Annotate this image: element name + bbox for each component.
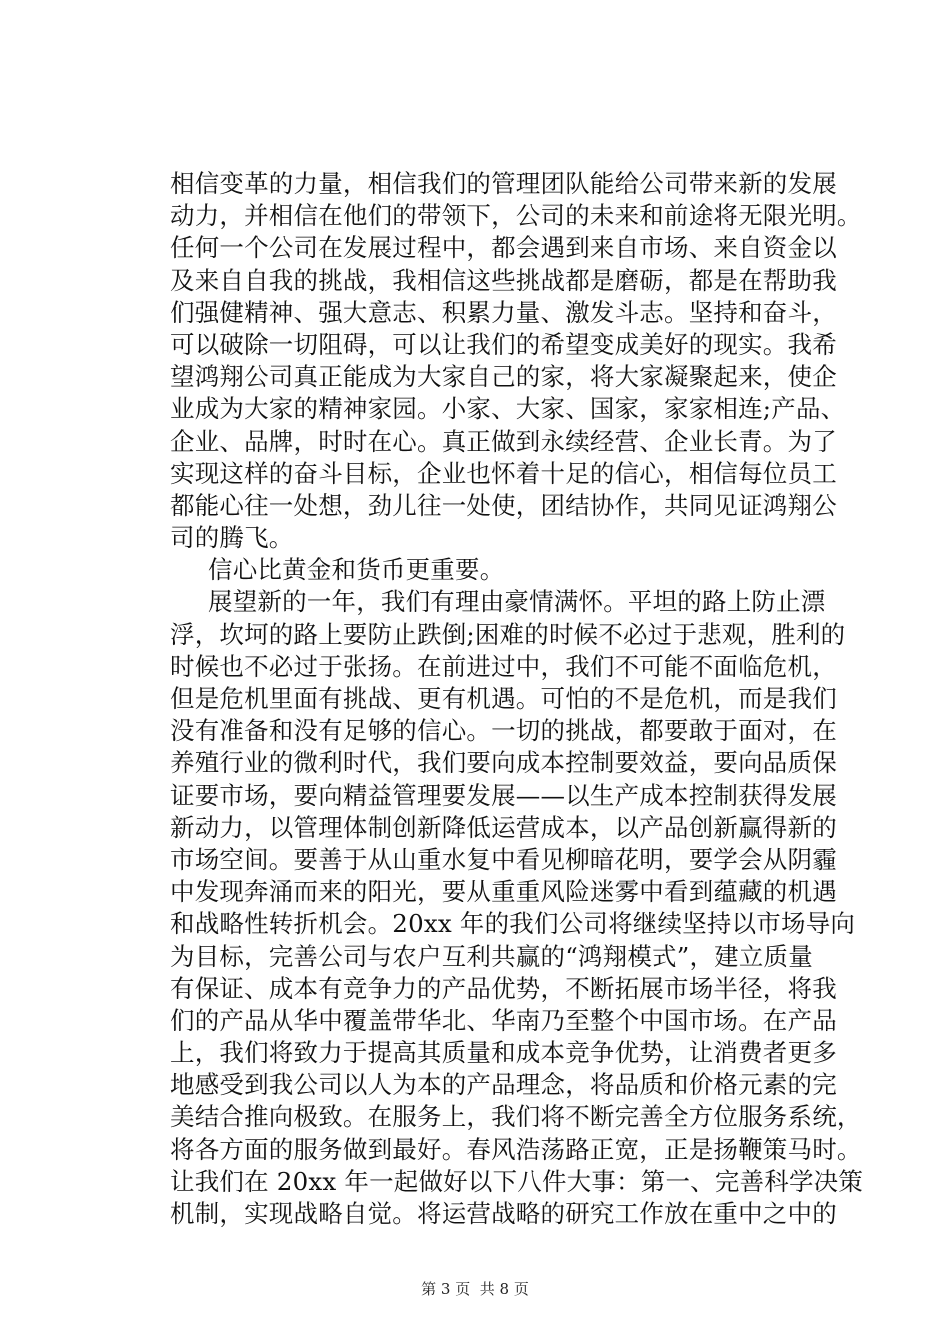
text-line: 望鸿翔公司真正能成为大家自己的家，将大家凝聚起来，使企: [170, 362, 837, 392]
document-body: [170, 168, 870, 1230]
text-line: 任何一个公司在发展过程中，都会遇到来自市场、来自资金以: [170, 233, 837, 263]
text-line: 司的腾飞。: [170, 523, 294, 553]
text-line: 市场空间。要善于从山重水复中看见柳暗花明，要学会从阴霾: [170, 844, 837, 874]
text-line: 地感受到我公司以人为本的产品理念，将品质和价格元素的完: [170, 1070, 837, 1100]
text-line: 中发现奔涌而来的阳光，要从重重风险迷雾中看到蕴藏的机遇: [170, 877, 837, 907]
text-line: 及来自自我的挑战，我相信这些挑战都是磨砺，都是在帮助我: [170, 265, 837, 295]
text-line: 没有准备和没有足够的信心。一切的挑战，都要敢于面对，在: [170, 716, 837, 746]
text-line: 和战略性转折机会。20xx 年的我们公司将继续坚持以市场导向: [170, 909, 856, 939]
text-line: 美结合推向极致。在服务上，我们将不断完善全方位服务系统，: [170, 1102, 862, 1132]
text-line: 浮，坎坷的路上要防止跌倒;困难的时候不必过于悲观，胜利的: [170, 619, 846, 649]
text-line: 为目标，完善公司与农户互利共赢的“鸿翔模式”，建立质量: [170, 941, 813, 971]
paragraph-heading-line: 信心比黄金和货币更重要。: [208, 555, 505, 585]
text-line: 让我们在 20xx 年一起做好以下八件大事：第一、完善科学决策: [170, 1166, 864, 1196]
text-line: 养殖行业的微利时代，我们要向成本控制要效益，要向品质保: [170, 748, 837, 778]
text-line: 上，我们将致力于提高其质量和成本竞争优势，让消费者更多: [170, 1038, 837, 1068]
text-line: 们强健精神、强大意志、积累力量、激发斗志。坚持和奋斗，: [170, 297, 837, 327]
text-line: 实现这样的奋斗目标，企业也怀着十足的信心，相信每位员工: [170, 458, 837, 488]
page-number-footer: 第 3 页 共 8 页: [421, 1280, 529, 1298]
text-line: 时候也不必过于张扬。在前进过中，我们不可能不面临危机，: [170, 651, 837, 681]
text-line: 企业、品牌，时时在心。真正做到永续经营、企业长青。为了: [170, 426, 837, 456]
text-line: 但是危机里面有挑战、更有机遇。可怕的不是危机，而是我们: [170, 684, 837, 713]
text-line: 将各方面的服务做到最好。春风浩荡路正宽，正是扬鞭策马时。: [170, 1134, 862, 1164]
text-line: 相信变革的力量，相信我们的管理团队能给公司带来新的发展: [170, 169, 837, 198]
text-line: 动力，并相信在他们的带领下，公司的未来和前途将无限光明。: [170, 201, 862, 231]
text-line: 证要市场，要向精益管理要发展——以生产成本控制获得发展: [170, 780, 837, 810]
text-line: 们的产品从华中覆盖带华北、华南乃至整个中国市场。在产品: [170, 1005, 837, 1035]
text-line: 新动力，以管理体制创新降低运营成本，以产品创新赢得新的: [170, 812, 837, 842]
text-line: 都能心往一处想，劲儿往一处使，团结协作，共同见证鸿翔公: [170, 490, 837, 520]
text-line: 业成为大家的精神家园。小家、大家、国家，家家相连;产品、: [170, 394, 846, 424]
text-line: 可以破除一切阻碍，可以让我们的希望变成美好的现实。我希: [170, 329, 837, 359]
text-line: 有保证、成本有竞争力的产品优势，不断拓展市场半径，将我: [170, 973, 837, 1003]
text-line: 机制，实现战略自觉。将运营战略的研究工作放在重中之中的: [170, 1199, 837, 1228]
paragraph-first-line: 展望新的一年，我们有理由豪情满怀。平坦的路上防止漂: [208, 587, 826, 617]
